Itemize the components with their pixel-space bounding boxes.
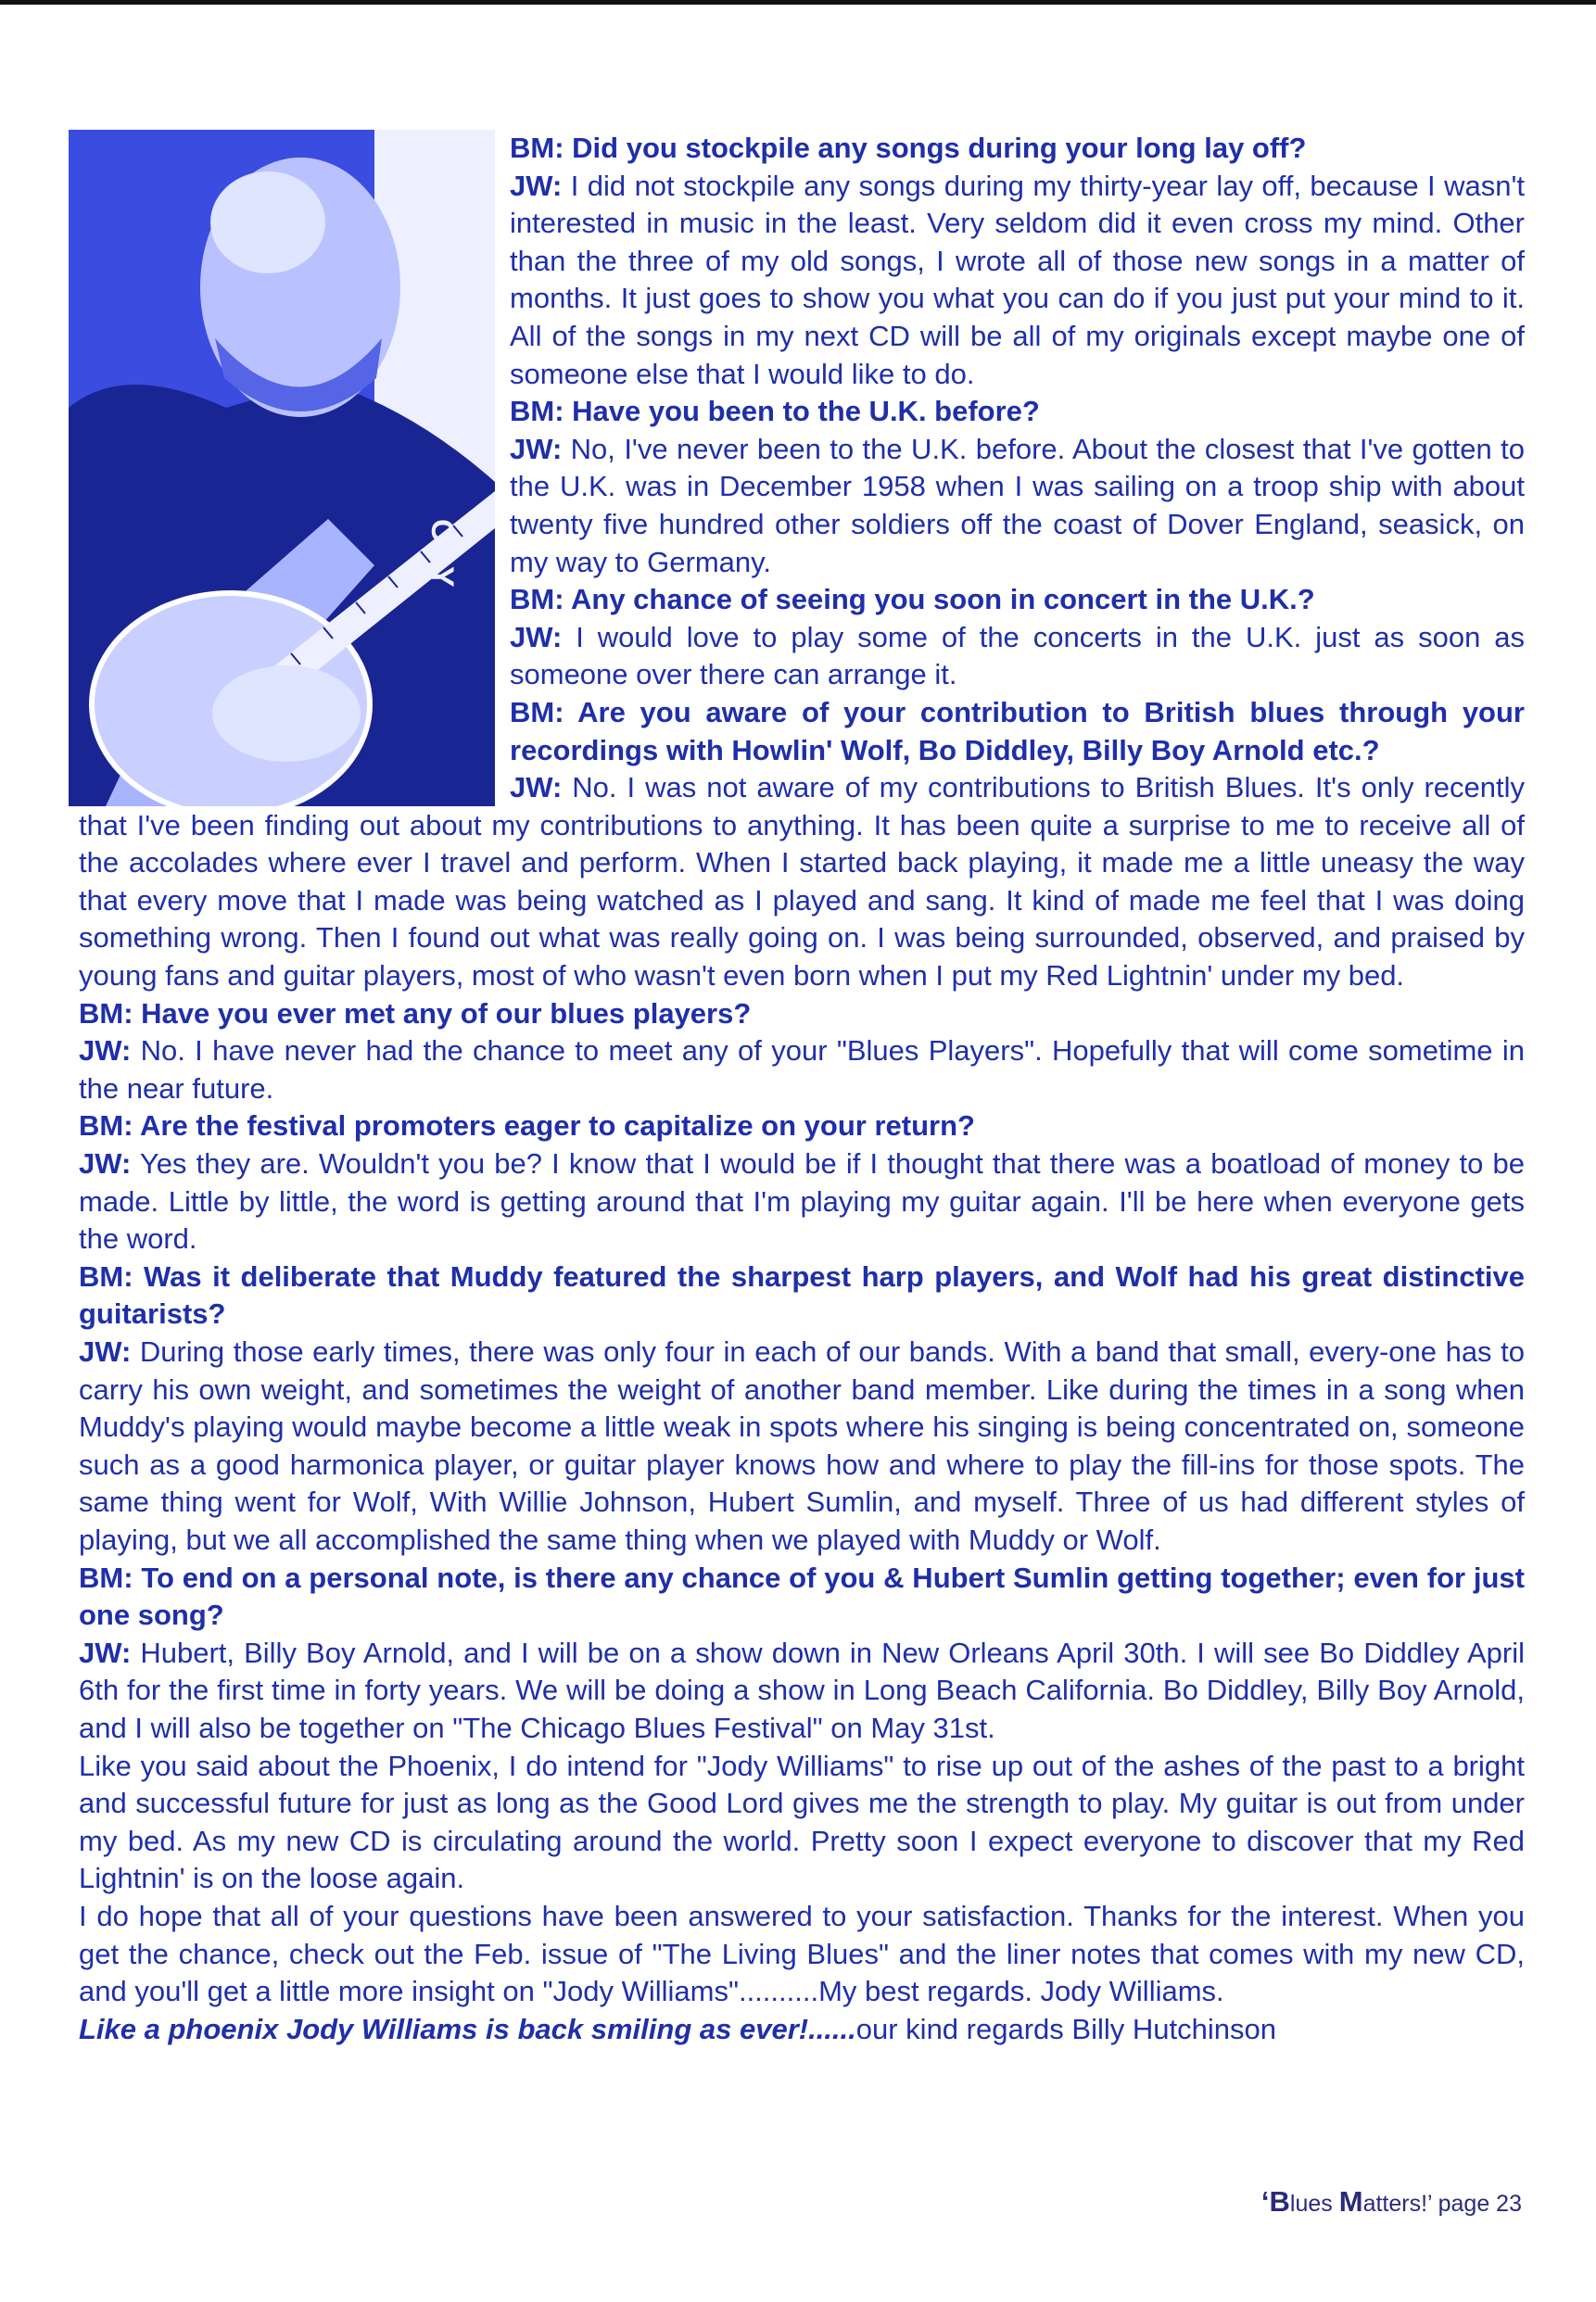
question-text: Any chance of seeing you soon in concert in the U.K.? bbox=[564, 583, 1315, 616]
speaker-jw: JW: bbox=[510, 771, 563, 804]
photo-wrap-spacer bbox=[79, 130, 510, 806]
speaker-jw: JW: bbox=[79, 1147, 132, 1181]
speaker-bm: BM: bbox=[510, 583, 564, 616]
question-text: Are the festival promoters eager to capitalize on your return? bbox=[133, 1109, 975, 1143]
question-7 bbox=[79, 1259, 1525, 1334]
speaker-bm: BM: bbox=[79, 996, 133, 1030]
speaker-bm: BM: bbox=[510, 695, 564, 728]
speaker-jw: JW: bbox=[79, 1636, 132, 1669]
answer-text: I did not stockpile any songs during my thirty-year lay off, because I wasn't interested in music in the least. Very seldom did it even cross my mind. Other than the three of my old songs, I wrote all of those new songs in a matter of months. It just goes to show you what you can do if you just put your mind to it. All of the songs in my next CD will be all of my originals except maybe one of someone else that I would like to do. bbox=[510, 169, 1525, 390]
answer-7 bbox=[79, 1334, 1525, 1560]
answer-text: No, I've never been to the U.K. before. About the closest that I've gotten to the U.K. was in December 1958 when I was sailing on a troop ship with about twenty five hundred other soldiers off the coast of Dover England, seasick, on my way to Germany. bbox=[510, 432, 1525, 578]
question-text: Have you ever met any of our blues players? bbox=[133, 996, 752, 1030]
speaker-bm: BM: bbox=[510, 132, 564, 164]
article-body bbox=[79, 130, 1525, 2159]
page-footer bbox=[1261, 2185, 1522, 2219]
speaker-bm: BM: bbox=[79, 1561, 133, 1594]
paragraph-phoenix: Like you said about the Phoenix, I do intend for "Jody Williams" to rise up out of the ashes of the past to a bright and successful future for just as long as the Good Lord gives me the strength to play. My guitar is out from under my bed. As my new CD is circulating around the world. Pretty soon I expect everyone to discover that my Red Lightnin' is on the loose again. bbox=[79, 1749, 1525, 1895]
speaker-bm: BM: bbox=[510, 395, 564, 428]
question-text: Was it deliberate that Muddy featured the sharpest harp players, and Wolf had his great distinctive guitarists? bbox=[79, 1259, 1525, 1331]
footer-b-rest: lues bbox=[1289, 2191, 1339, 2217]
speaker-bm: BM: bbox=[79, 1109, 133, 1143]
closing-line bbox=[79, 2011, 1525, 2049]
paragraph-regards: I do hope that all of your questions have been answered to your satisfaction. Thanks for the interest. When you get the chance, check out the Feb. issue of "The Living Blues" and the liner notes that comes with my new CD, and you'll get a little more insight on "Jody Williams"..........My best regards. Jody Williams. bbox=[79, 1899, 1525, 2008]
speaker-jw: JW: bbox=[510, 169, 563, 202]
answer-8 bbox=[79, 1635, 1525, 1748]
question-text: Did you stockpile any songs during your long lay off? bbox=[564, 132, 1307, 164]
shirt-lettering: ODY bbox=[424, 519, 460, 588]
top-rule bbox=[0, 0, 1596, 5]
closing-emphasis: Like a phoenix Jody Williams is back smiling as ever!...... bbox=[79, 2012, 856, 2045]
question-text: Are you aware of your contribution to British blues through your recordings with Howlin' Wolf, Bo Diddley, Billy Boy Arnold etc.? bbox=[510, 695, 1525, 766]
answer-text: During those early times, there was only four in each of our bands. With a band that small, every-one has to carry his own weight, and sometimes the weight of another band member. Like during the times in a song when Muddy's playing would maybe become a little weak in spots where his singing is being concentrated on, someone such as a good harmonica player, or guitar player knows how and where to play the fill-ins for those spots. The same thing went for Wolf, With Willie Johnson, Hubert Sumlin, and myself. Three of us had different styles of playing, but we all accomplished the same thing when we played with Muddy or Wolf. bbox=[79, 1335, 1525, 1556]
answer-text: Hubert, Billy Boy Arnold, and I will be on a show down in New Orleans April 30th. I will see Bo Diddley April 6th for the first time in forty years. We will be doing a show in Long Beach California. Bo Diddley, Billy Boy Arnold, and I will also be together on "The Chicago Blues Festival" on May 31st. bbox=[79, 1636, 1525, 1744]
speaker-jw: JW: bbox=[510, 620, 563, 653]
footer-quote-open: ‘ bbox=[1260, 2185, 1270, 2218]
question-text: Have you been to the U.K. before? bbox=[564, 395, 1040, 428]
footer-b-cap: B bbox=[1269, 2185, 1290, 2218]
answer-6 bbox=[79, 1145, 1525, 1259]
speaker-jw: JW: bbox=[79, 1034, 132, 1068]
footer-page-number: page 23 bbox=[1431, 2191, 1522, 2217]
speaker-jw: JW: bbox=[79, 1335, 132, 1368]
question-8 bbox=[79, 1560, 1525, 1635]
question-6 bbox=[79, 1107, 1525, 1145]
answer-text: No. I was not aware of my contributions to British Blues. It's only recently that I've been finding out about my contributions to anything. It has been quite a surprise to me to receive all of the accolades where ever I travel and perform. When I started back playing, it made me a little uneasy the way that every move that I made was being watched as I played and sang. It kind of made me feel that I was doing something wrong. Then I found out what was really going on. I was being surrounded, observed, and praised by young fans and guitar players, most of who wasn't even born when I put my Red Lightnin' under my bed. bbox=[79, 771, 1525, 993]
question-text: To end on a personal note, is there any chance of you & Hubert Sumlin getting together; even for just one song? bbox=[79, 1561, 1525, 1632]
answer-text: No. I have never had the chance to meet any of your "Blues Players". Hopefully that will come sometime in the near future. bbox=[79, 1034, 1525, 1105]
answer-5 bbox=[79, 1032, 1525, 1107]
closing-regards: our kind regards Billy Hutchinson bbox=[855, 2012, 1276, 2045]
answer-text: Yes they are. Wouldn't you be? I know that I would be if I thought that there was a boatload of money to be made. Little by little, the word is getting around that I'm playing my guitar again. I'll be here when everyone gets the word. bbox=[79, 1147, 1525, 1256]
footer-m-cap: M bbox=[1338, 2185, 1363, 2218]
speaker-bm: BM: bbox=[79, 1259, 133, 1293]
speaker-jw: JW: bbox=[510, 432, 563, 465]
answer-text: I would love to play some of the concerts in the U.K. just as soon as someone over there can arrange it. bbox=[510, 620, 1525, 691]
footer-m-rest: atters!’ bbox=[1362, 2191, 1432, 2217]
question-5 bbox=[79, 995, 1525, 1033]
